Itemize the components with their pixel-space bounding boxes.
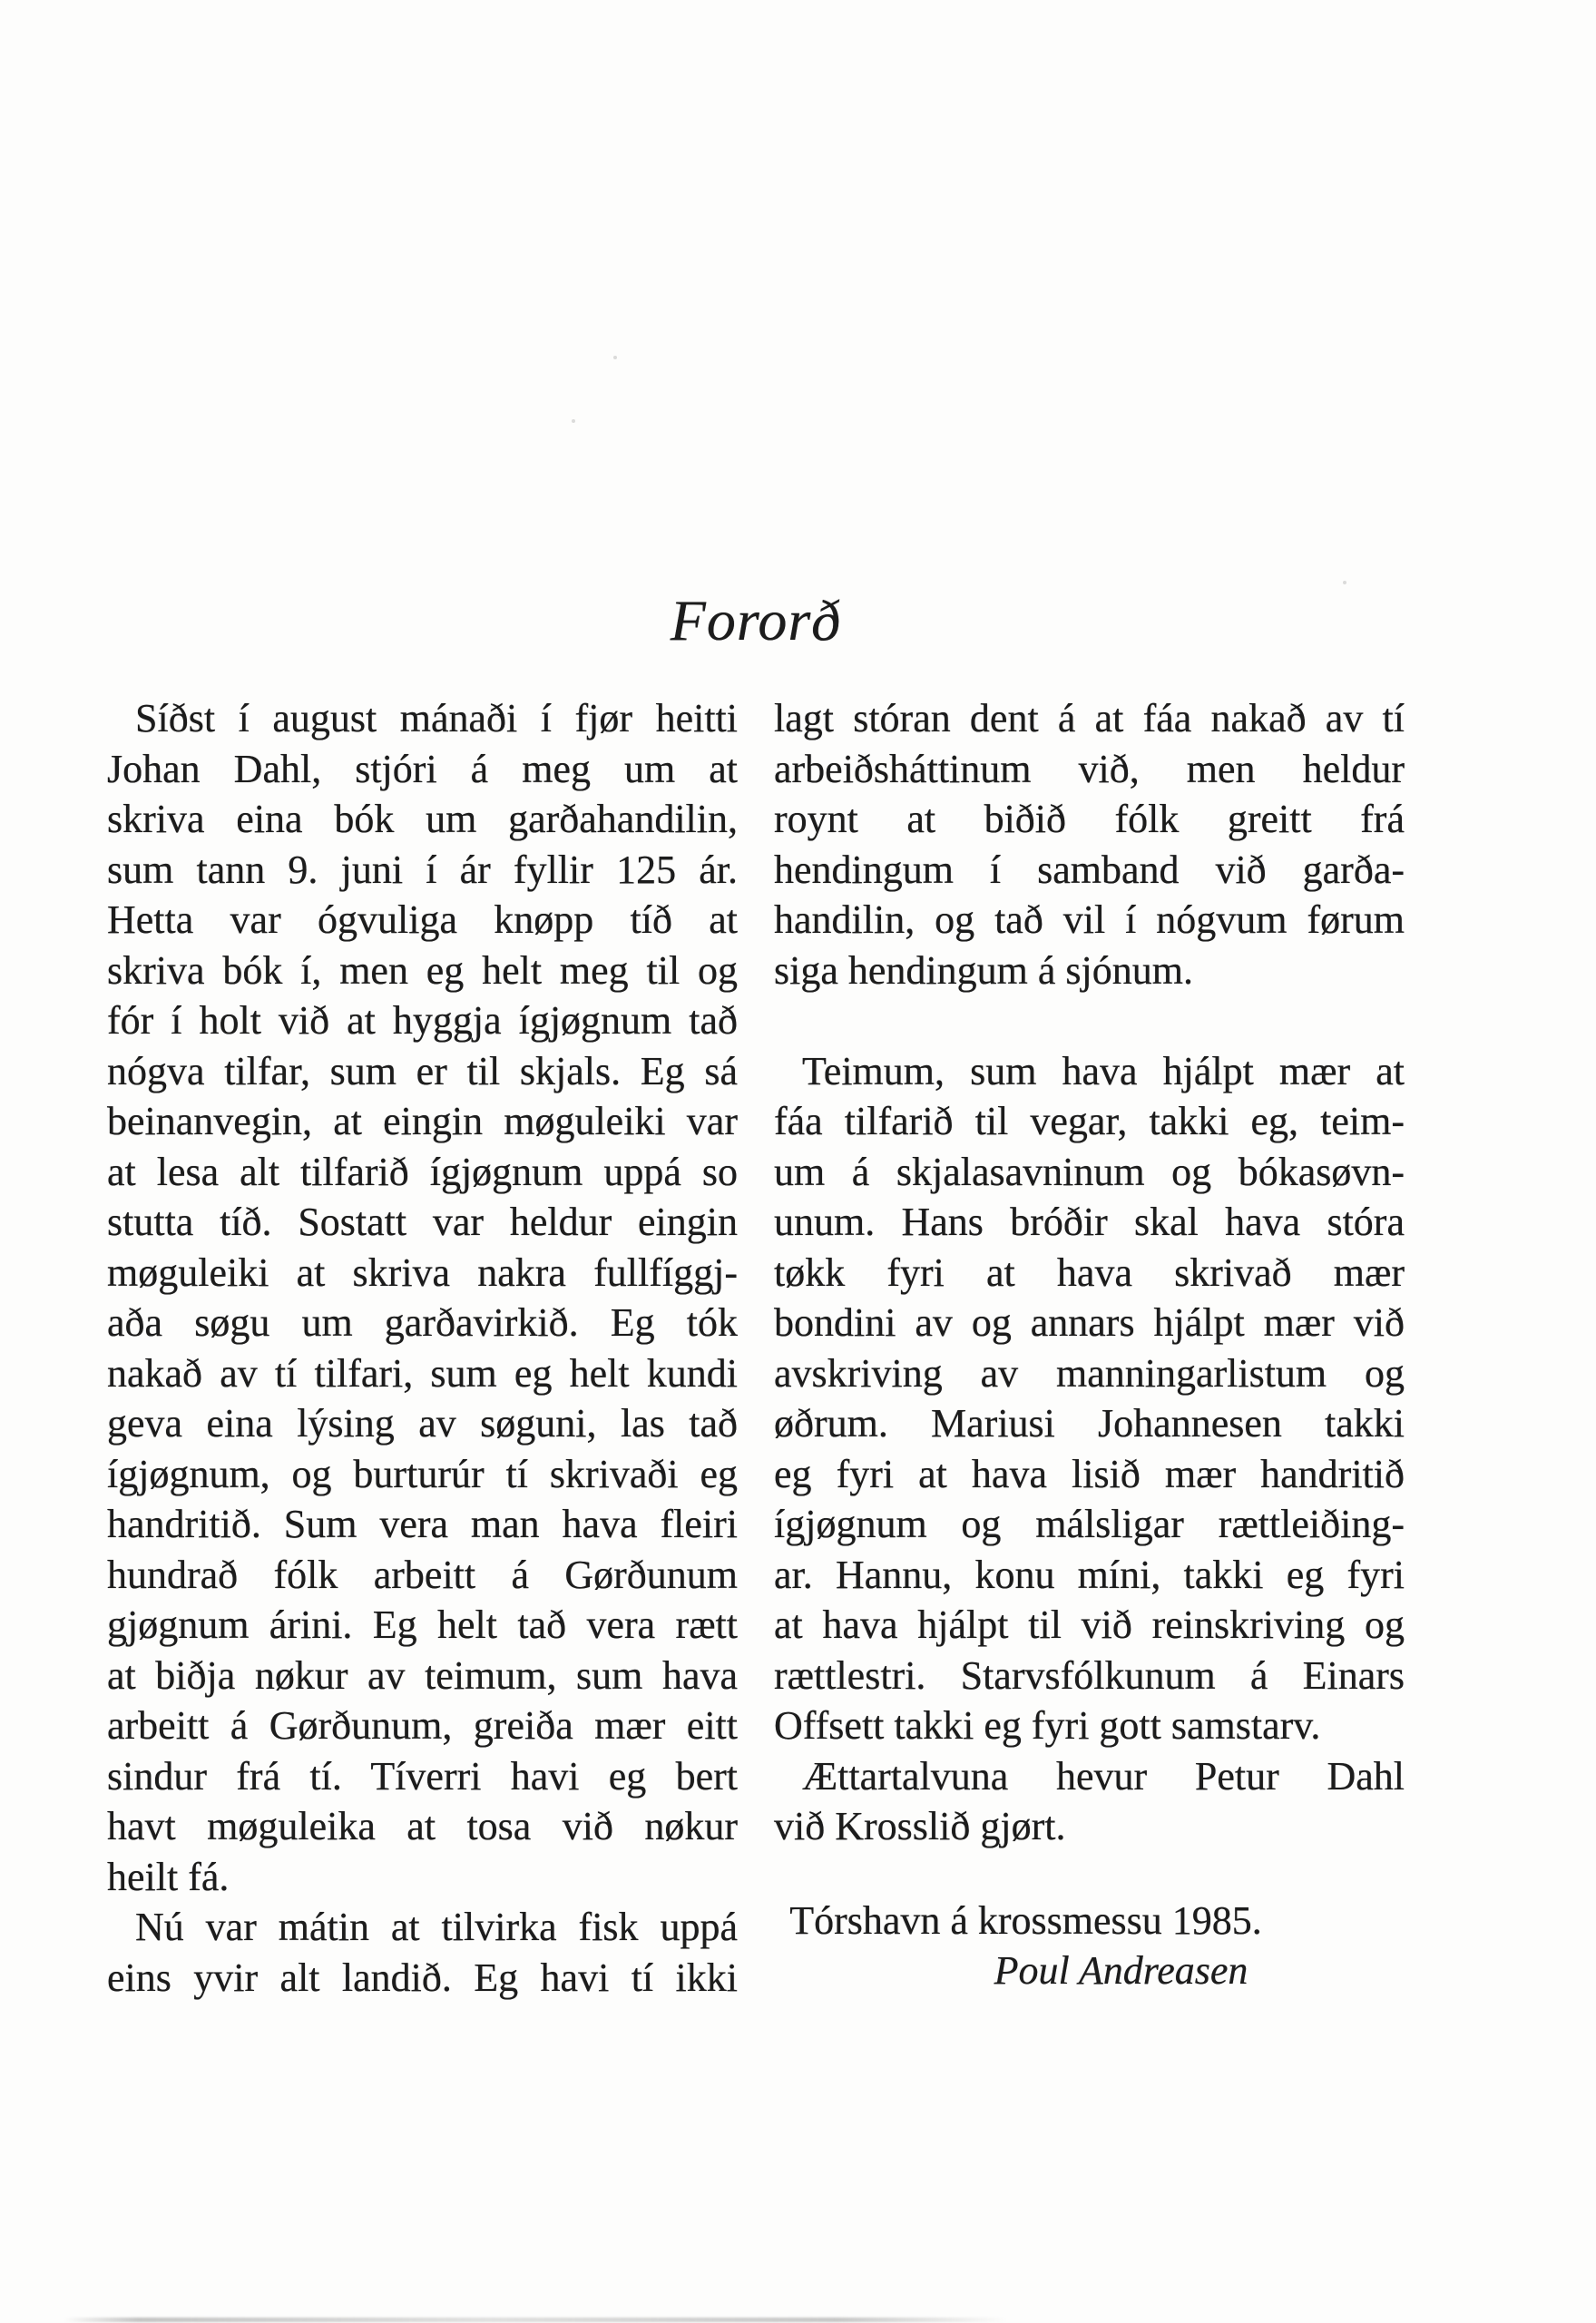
paragraph	[774, 693, 1405, 995]
text-line: rættlestri. Starvsfólkunum á Einars	[774, 1652, 1405, 1698]
scan-artifact-bottom-edge	[64, 2318, 1007, 2322]
scan-speck	[613, 356, 617, 359]
text-line: ígjøgnum, og burturúr tí skrivaði eg	[107, 1451, 738, 1496]
text-line: unum. Hans bróðir skal hava stóra	[774, 1200, 1405, 1244]
text-line: um á skjalasavninum og bókasøvn-	[774, 1149, 1405, 1194]
text-line: skriva bók í, men eg helt meg til og	[107, 947, 738, 993]
text-line: Hetta var ógvuliga knøpp tíð at	[107, 897, 738, 942]
text-line: sum tann 9. juni í ár fyllir 125 ár.	[107, 847, 738, 892]
text-line: handritið. Sum vera man hava fleiri	[107, 1502, 738, 1546]
text-line: geva eina lýsing av søguni, las tað	[107, 1401, 738, 1446]
text-line: handilin, og tað vil í nógvum førum	[774, 897, 1405, 942]
text-line: at hava hjálpt til við reinskriving og	[774, 1603, 1405, 1647]
text-line: roynt at biðið fólk greitt frá	[774, 797, 1405, 841]
text-line: Offsett takki eg fyri gott samstarv.	[774, 1703, 1321, 1748]
text-line: aða søgu um garðavirkið. Eg tók	[107, 1300, 738, 1345]
text-line: Nú var mátin at tilvirka fisk uppá	[135, 1905, 738, 1949]
text-line: við Krosslið gjørt.	[774, 1804, 1066, 1848]
text-line: bondini av og annars hjálpt mær við	[774, 1300, 1405, 1345]
text-block	[107, 0, 1405, 2003]
text-line: nakað av tí tilfari, sum eg helt kundi	[107, 1350, 738, 1396]
text-line: øðrum. Mariusi Johannesen takki	[774, 1401, 1405, 1446]
text-line: tøkk fyri at hava skrivað mær	[774, 1250, 1405, 1295]
text-line: Johan Dahl, stjóri á meg um at	[107, 746, 738, 791]
right-column	[774, 693, 1405, 2003]
text-line: eins yvir alt landið. Eg havi tí ikki	[107, 1955, 738, 2000]
text-line: at lesa alt tilfarið ígjøgnum uppá so	[107, 1149, 738, 1194]
text-line: nógva tilfar, sum er til skjals. Eg sá	[107, 1048, 738, 1093]
paragraph	[774, 1751, 1405, 1852]
paragraph	[107, 1902, 738, 2003]
text-line: skriva eina bók um garðahandilin,	[107, 797, 738, 841]
text-line: hendingum í samband við garða-	[774, 847, 1405, 892]
text-line: at biðja nøkur av teimum, sum hava	[107, 1652, 738, 1698]
text-line: Síðst í august mánaði í fjør heitti	[135, 696, 738, 740]
signature-place-date: Tórshavn á krossmessu 1985.	[789, 1897, 1262, 1943]
left-column-text	[107, 693, 738, 2003]
text-line: fór í holt við at hyggja ígjøgnum tað	[107, 998, 738, 1043]
text-line: arbeitt á Gørðunum, greiða mær eitt	[107, 1703, 738, 1748]
text-line: arbeiðsháttinum við, men heldur	[774, 746, 1405, 791]
scan-speck	[572, 419, 575, 423]
text-line: Teimum, sum hava hjálpt mær at	[802, 1048, 1405, 1093]
paragraph	[107, 693, 738, 1902]
signature-author: Poul Andreasen	[994, 1948, 1248, 1993]
paragraph	[774, 1046, 1405, 1751]
text-line: gjøgnum árini. Eg helt tað vera rætt	[107, 1603, 738, 1647]
text-line: heilt fá.	[107, 1854, 230, 1899]
text-line: havt møguleika at tosa við nøkur	[107, 1804, 738, 1848]
text-line: ar. Hannu, konu míni, takki eg fyri	[774, 1552, 1405, 1597]
text-line: lagt stóran dent á at fáa nakað av tí	[774, 696, 1405, 740]
text-line: beinanvegin, at eingin møguleiki var	[107, 1099, 738, 1143]
text-line: stutta tíð. Sostatt var heldur eingin	[107, 1200, 738, 1244]
two-column-text	[107, 693, 1405, 2003]
text-line: siga hendingum á sjónum.	[774, 947, 1193, 993]
scan-speck	[1343, 581, 1346, 584]
text-line: eg fyri at hava lisið mær handritið	[774, 1451, 1405, 1496]
text-line: fáa tilfarið til vegar, takki eg, teim-	[774, 1099, 1405, 1143]
right-column-text	[774, 693, 1405, 1852]
text-line: avskriving av manningarlistum og	[774, 1350, 1405, 1396]
text-line: ígjøgnum og málsligar rættleiðing-	[774, 1502, 1405, 1546]
left-column	[107, 693, 738, 2003]
signature-block	[774, 1896, 1405, 1996]
page-title: Fororð	[670, 588, 842, 652]
text-line: sindur frá tí. Tíverri havi eg bert	[107, 1753, 738, 1799]
text-line: Ættartalvuna hevur Petur Dahl	[802, 1753, 1405, 1799]
text-line: møguleiki at skriva nakra fullfíggj-	[107, 1250, 738, 1295]
text-line: hundrað fólk arbeitt á Gørðunum	[107, 1552, 738, 1597]
